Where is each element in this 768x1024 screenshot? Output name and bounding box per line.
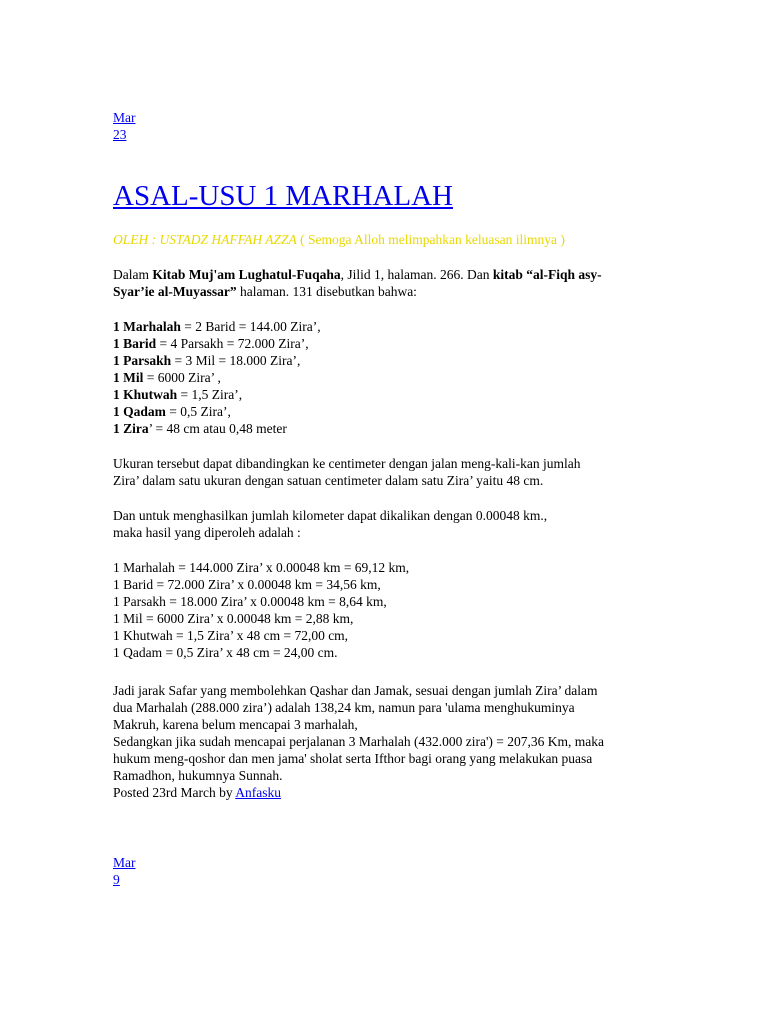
date-day-link[interactable]: 23 <box>113 127 127 142</box>
unit-name: 1 Parsakh <box>113 353 172 368</box>
unit-line <box>113 369 321 386</box>
conversion-line: 1 Marhalah = 144.000 Zira’ x 0.00048 km = 69,12 km, <box>113 560 410 575</box>
intro-book-title: Syar’ie al-Muyassar” <box>113 284 237 299</box>
unit-line <box>113 318 321 335</box>
unit-name: 1 Zira <box>113 421 149 436</box>
paragraph-line: maka hasil yang diperoleh adalah : <box>113 525 301 540</box>
intro-paragraph <box>113 266 602 300</box>
paragraph-line: Dan untuk menghasilkan jumlah kilometer dapat dikalikan dengan 0.00048 km., <box>113 508 548 523</box>
unit-definition: ’ = 48 cm atau 0,48 meter <box>148 421 287 436</box>
paragraph-line: hukum meng-qoshor dan men jama' sholat serta Ifthor bagi orang yang melakukan puasa <box>113 751 593 766</box>
paragraph-line: Jadi jarak Safar yang membolehkan Qashar dan Jamak, sesuai dengan jumlah Zira’ dalam <box>113 683 598 698</box>
conversion-line: 1 Khutwah = 1,5 Zira’ x 48 cm = 72,00 cm, <box>113 628 349 643</box>
unit-line <box>113 335 321 352</box>
km-paragraph <box>113 507 547 541</box>
date-month-link[interactable]: Mar <box>113 855 136 870</box>
unit-definition: = 0,5 Zira’, <box>165 404 231 419</box>
unit-definition: = 1,5 Zira’, <box>177 387 243 402</box>
unit-line <box>113 403 321 420</box>
unit-name: 1 Marhalah <box>113 319 181 334</box>
unit-line <box>113 386 321 403</box>
unit-line <box>113 352 321 369</box>
conversion-line: 1 Qadam = 0,5 Zira’ x 48 cm = 24,00 cm. <box>113 645 338 660</box>
unit-name: 1 Mil <box>113 370 144 385</box>
conversion-line: 1 Mil = 6000 Zira’ x 0.00048 km = 2,88 km, <box>113 611 354 626</box>
conversion-line: 1 Barid = 72.000 Zira’ x 0.00048 km = 34,56 km, <box>113 577 381 592</box>
byline-author: OLEH : USTADZ HAFFAH AZZA <box>113 232 297 247</box>
conversions-list <box>113 559 409 661</box>
intro-line <box>113 266 602 283</box>
intro-text: , Jilid 1, halaman. 266. Dan <box>340 267 493 282</box>
unit-definition: = 4 Parsakh = 72.000 Zira’, <box>156 336 309 351</box>
unit-definition: = 2 Barid = 144.00 Zira’, <box>180 319 321 334</box>
conclusion-paragraph <box>113 682 604 801</box>
unit-name: 1 Barid <box>113 336 157 351</box>
post-date <box>113 109 136 143</box>
byline <box>113 231 565 248</box>
posted-label: Posted 23rd March by <box>113 785 236 800</box>
intro-text: halaman. 131 disebutkan bahwa: <box>236 284 417 299</box>
paragraph-line: Zira’ dalam satu ukuran dengan satuan centimeter dalam satu Zira’ yaitu 48 cm. <box>113 473 544 488</box>
post-title-link[interactable]: ASAL-USU 1 MARHALAH <box>113 180 453 212</box>
paragraph-line: Ramadhon, hukumnya Sunnah. <box>113 768 283 783</box>
unit-definition: = 6000 Zira’ , <box>143 370 221 385</box>
paragraph-line: Sedangkan jika sudah mencapai perjalanan 3 Marhalah (432.000 zira') = 207,36 Km, maka <box>113 734 605 749</box>
date-day-link[interactable]: 9 <box>113 872 120 887</box>
author-link[interactable]: Anfasku <box>235 785 281 800</box>
compare-paragraph <box>113 455 580 489</box>
unit-name: 1 Qadam <box>113 404 166 419</box>
intro-book-title: Kitab Muj'am Lughatul-Fuqaha <box>152 267 341 282</box>
post-footer <box>113 784 604 801</box>
paragraph-line: Makruh, karena belum mencapai 3 marhalah, <box>113 717 358 732</box>
byline-prayer: ( Semoga Alloh melimpahkan keluasan ilimnya ) <box>296 232 565 247</box>
intro-text: Dalam <box>113 267 153 282</box>
post-title[interactable] <box>113 178 453 214</box>
date-month-link[interactable]: Mar <box>113 110 136 125</box>
intro-line <box>113 283 602 300</box>
unit-definition: = 3 Mil = 18.000 Zira’, <box>171 353 301 368</box>
unit-name: 1 Khutwah <box>113 387 178 402</box>
intro-book-title: kitab “al-Fiqh asy- <box>492 267 602 282</box>
unit-line <box>113 420 321 437</box>
units-list <box>113 318 321 437</box>
paragraph-line: dua Marhalah (288.000 zira’) adalah 138,24 km, namun para 'ulama menghukuminya <box>113 700 575 715</box>
conversion-line: 1 Parsakh = 18.000 Zira’ x 0.00048 km = 8,64 km, <box>113 594 387 609</box>
post-date <box>113 854 136 888</box>
paragraph-line: Ukuran tersebut dapat dibandingkan ke centimeter dengan jalan meng-kali-kan jumlah <box>113 456 581 471</box>
